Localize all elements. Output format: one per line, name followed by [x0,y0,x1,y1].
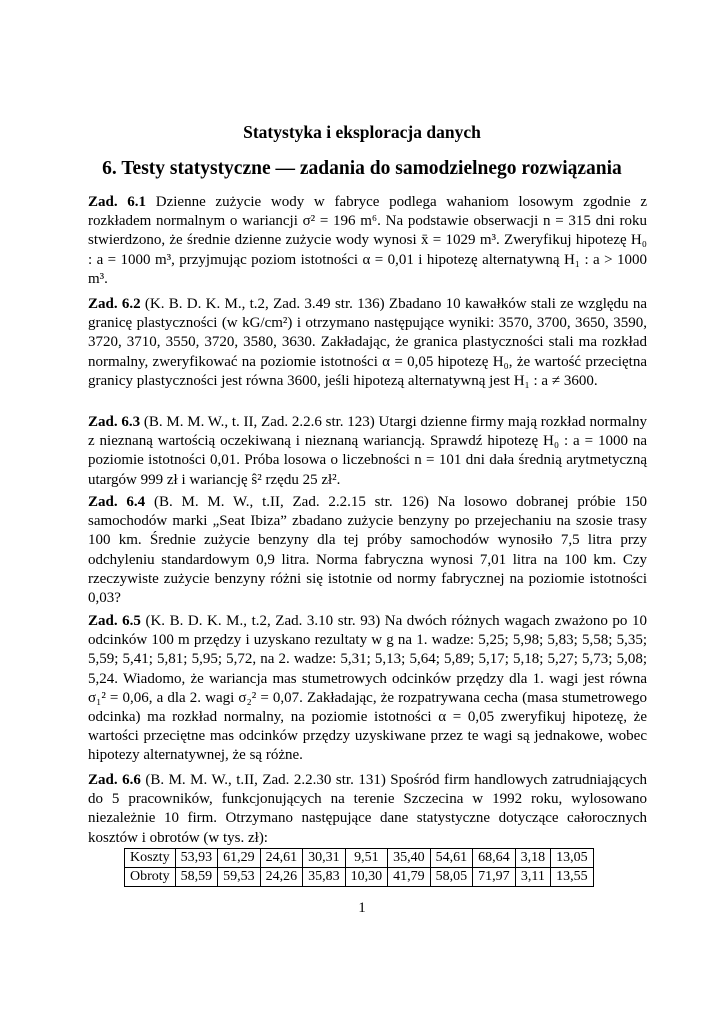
task-text: (B. M. M. W., t.II, Zad. 2.2.30 str. 131) Spośród firm handlowych zatrudniających do 5 pracowników, funkcjonujących na terenie Szczecina w 1992 roku, wylosowano niezależnie 10 firm. Otrzymano następujące dane statystyczne dotyczące całorocznych kosztów i obrotów (w tys. zł): [88,772,648,846]
table-cell: 71,97 [473,868,516,887]
table-cell: 68,64 [473,849,516,868]
table-cell: 9,51 [345,849,388,868]
data-table [124,848,594,887]
task-text: (B. M. M. W., t.II, Zad. 2.2.15 str. 126) Na losowo dobranej próbie 150 samochodów marki „Seat Ibiza” zbadano zużycie benzyny po przejechaniu na szosie trasy 100 km. Średnie zużycie benzyny dla tej próby samochodów wynosiło 7,5 litra przy odchyleniu standardowym 0,9 litra. Norma fabryczna wynosi 7,01 litra na 100 km. Czy rzeczywiste zużycie benzyny różni się istotnie od normy fabrycznej na poziomie istotności 0,03? [88,494,647,607]
table-cell: 61,29 [218,849,261,868]
task-text: (B. M. M. W., t. II, Zad. 2.2.6 str. 123) Utargi dzienne firmy mają rozkład normalny z nieznaną wartością oczekiwaną i nieznaną wariancją. Sprawdź hipotezę H₀ : a = 1000 na poziomie istotności 0,01. Próba losowa o liczebności n = 101 dni dała średnią arytmetyczną utargów 999 zł i wariancję ŝ² rzędu 25 zł². [88,414,647,488]
table-cell: 58,59 [175,868,218,887]
table-cell: 10,30 [345,868,388,887]
table-cell: 35,83 [303,868,346,887]
table-cell: 3,18 [515,849,551,868]
table-cell: 58,05 [430,868,473,887]
table-cell: 53,93 [175,849,218,868]
table-cell: 13,05 [551,849,594,868]
document-title: Statystyka i eksploracja danych [243,122,481,142]
task-label: Zad. 6.4 [88,494,146,510]
table-cell: 35,40 [388,849,431,868]
table-cell: 54,61 [430,849,473,868]
table-row [125,868,594,887]
task-label: Zad. 6.2 [88,296,141,312]
table-cell: 13,55 [551,868,594,887]
row-header: Obroty [125,868,176,887]
table-row [125,849,594,868]
task-6-6 [88,771,647,848]
table-cell: 59,53 [218,868,261,887]
table-cell: 24,61 [260,849,303,868]
task-6-2 [88,295,647,391]
task-label: Zad. 6.1 [88,194,147,210]
row-header: Koszty [125,849,176,868]
section-heading: 6. Testy statystyczne — zadania do samodzielnego rozwiązania [102,158,622,179]
page-number: 1 [358,900,366,916]
table-cell: 30,31 [303,849,346,868]
task-label: Zad. 6.5 [88,613,141,629]
task-text: (K. B. D. K. M., t.2, Zad. 3.10 str. 93) Na dwóch różnych wagach zważono po 10 odcinków 100 m przędzy i uzyskano rezultaty w g na 1. wadze: 5,25; 5,98; 5,83; 5,58; 5,35; 5,59; 5,41; 5,81; 5,95; 5,72, na 2. wadze: 5,31; 5,13; 5,64; 5,89; 5,17; 5,18; 5,27; 5,73; 5,08; 5,24. Wiadomo, że wariancja mas stumetrowych odcinków przędzy dla 1. wagi jest równa σ₁² = 0,06, a dla 2. wagi σ₂² = 0,07. Zakładając, że rozpatrywana cecha (masa stumetrowego odcinka) ma rozkład normalny, na poziomie istotności α = 0,05 zweryfikuj hipotezę, że wartości przeciętne mas odcinków przędzy uzyskiwane przez te wagi są jednakowe, wobec hipotezy alternatywnej, że są różne. [88,613,647,764]
table-cell: 41,79 [388,868,431,887]
table-cell: 24,26 [260,868,303,887]
task-label: Zad. 6.6 [88,772,141,788]
task-6-5 [88,612,647,766]
task-6-4 [88,493,647,608]
task-text: (K. B. D. K. M., t.2, Zad. 3.49 str. 136) Zbadano 10 kawałków stali ze względu na granicę plastyczności (w kG/cm²) i otrzymano następujące wyniki: 3570, 3700, 3650, 3590, 3720, 3710, 3550, 3720, 3580, 3630. Zakładając, że granica plastyczności stali ma rozkład normalny, zweryfikować na poziomie istotności α = 0,05 hipotezę H₀, że wartość przeciętna granicy plastyczności jest równa 3600, jeśli hipotezą alternatywną jest H₁ : a ≠ 3600. [88,296,647,389]
task-text: Dzienne zużycie wody w fabryce podlega wahaniom losowym zgodnie z rozkładem normalnym o wariancji σ² = 196 m⁶. Na podstawie obserwacji n = 315 dni roku stwierdzono, że średnie dzienne zużycie wody wynosi x̄ = 1029 m³. Zweryfikuj hipotezę H₀ : a = 1000 m³, przyjmując poziom istotności α = 0,01 i hipotezę alternatywną H₁ : a > 1000 m³. [88,194,647,287]
task-6-3 [88,413,647,490]
task-label: Zad. 6.3 [88,414,141,430]
table-cell: 3,11 [515,868,551,887]
task-6-1 [88,193,647,289]
